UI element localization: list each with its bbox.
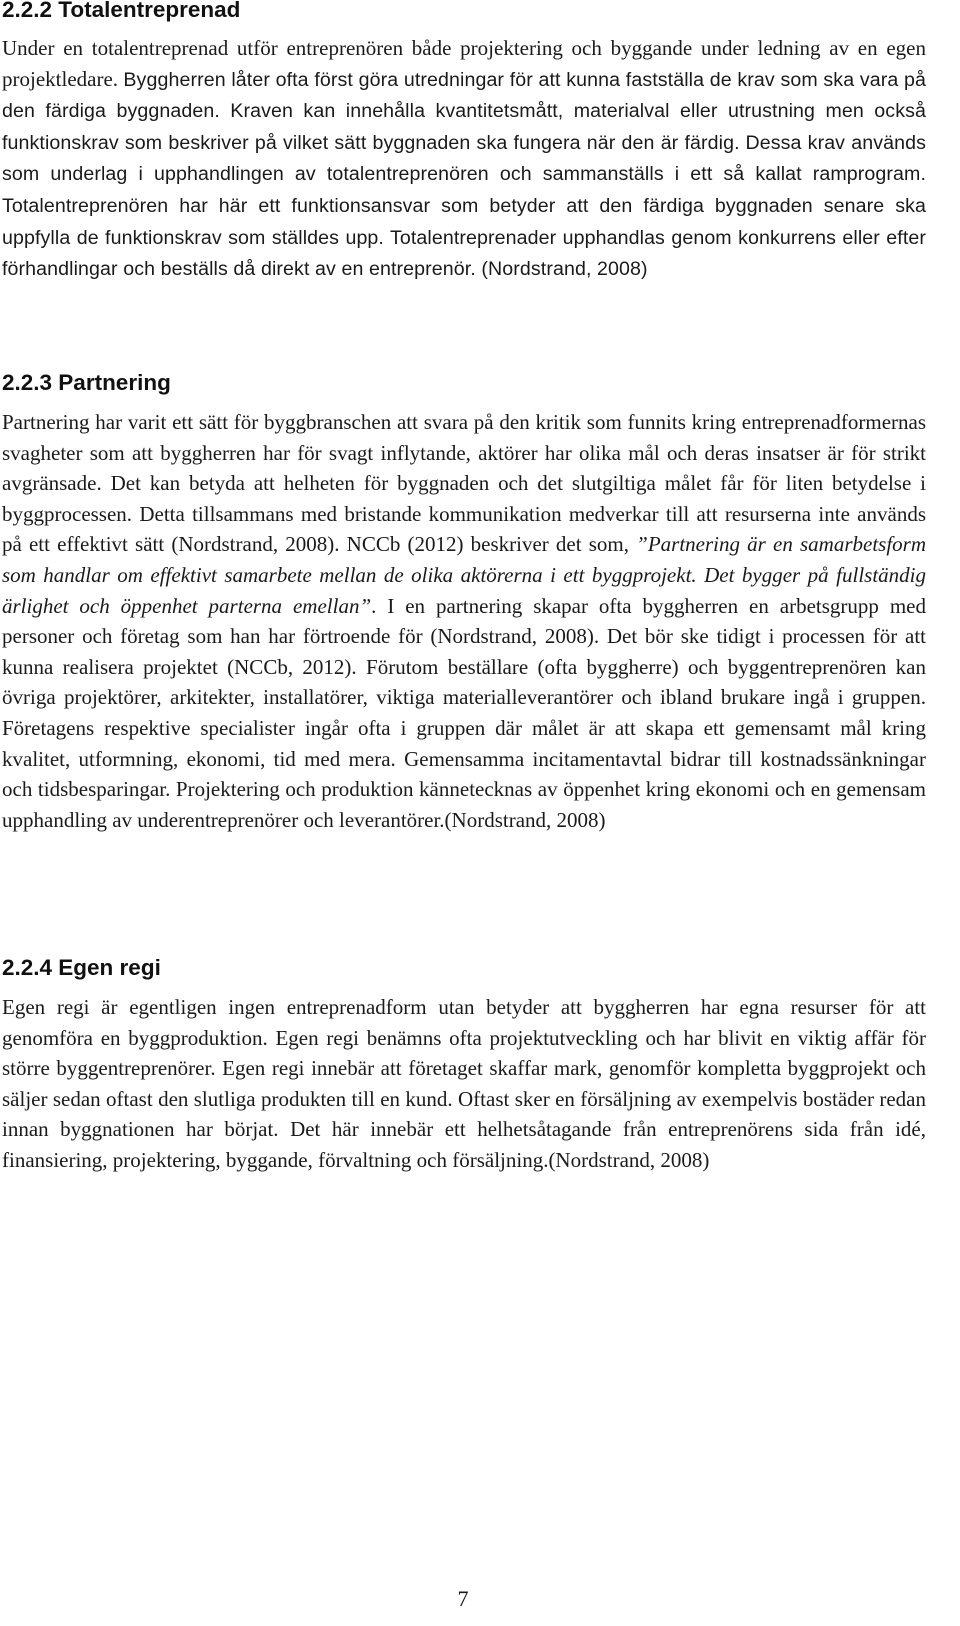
- paragraph-text: Partnering har varit ett sätt för byggbranschen att svara på den kritik som funnits kring entreprenadformernas svagheter som att byggherren har för svagt inflytande, aktörer har olika mål och deras insatser är för strikt avgränsade. Det kan betyda att helheten för byggnaden och det slutgiltiga målet får för liten betydelse i byggprocessen. Detta tillsammans med bristande kommunikation medverkar till att resurserna inte används på ett effektivt sätt (Nordstrand, 2008). NCCb (2012) beskriver det som,: [2, 410, 926, 557]
- paragraph-text-sans-continued: Dessa krav används som underlag i upphandlingen av totalentreprenören och sammanställs i ett så kallat ramprogram. Totalentreprenören har här ett funktionsansvar som betyder att den färdiga byggnaden senare ska uppfylla de funktionskrav som ställdes upp. Totalentreprenader upphandlas genom konkurrens eller efter förhandlingar och beställs då direkt av en entreprenör. (Nordstrand, 2008): [2, 131, 927, 281]
- paragraph-totalentreprenad: [2, 33, 926, 285]
- paragraph-text: Under en totalentreprenad utför entreprenören både projektering och byggande under ledning av en egen projektledare.: [2, 36, 926, 91]
- paragraph-partnering: [2, 407, 926, 835]
- section-heading-totalentreprenad: 2.2.2 Totalentreprenad: [2, 0, 241, 22]
- section-heading-egen-regi: 2.2.4 Egen regi: [2, 955, 161, 980]
- quotation: ”Partnering är en samarbetsform som handlar om effektivt samarbete mellan de olika aktörerna i ett byggprojekt. Det bygger på fullständig ärlighet och öppenhet parterna emellan”: [2, 532, 926, 618]
- section-heading-partnering: 2.2.3 Partnering: [2, 370, 171, 395]
- paragraph-egen-regi: Egen regi är egentligen ingen entreprenadform utan betyder att byggherren har egna resurser för att genomföra en byggproduktion. Egen regi benämns ofta projektutveckling och har blivit en viktig affär för större byggentreprenörer. Egen regi innebär att företaget skaffar mark, genomför kompletta byggprojekt och säljer sedan oftast den slutliga produkten till en kund. Oftast sker en försäljning av exempelvis bostäder redan innan byggnationen har börjat. Det här innebär ett helhetsåtagande från entreprenörens sida från idé, finansiering, projektering, byggande, förvaltning och försäljning.(Nordstrand, 2008): [2, 995, 926, 1172]
- paragraph-text-sans: Byggherren låter ofta först göra utredningar för att kunna fastställa de krav som ska vara på den färdiga byggnaden. Kraven kan innehålla kvantitetsmått, materialval eller utrustning men också funktionskrav som beskriver på vilket sätt byggnaden ska fungera när den är färdig.: [2, 68, 926, 154]
- paragraph-text-continued: . I en partnering skapar ofta byggherren en arbetsgrupp med personer och företag som han har förtroende för (Nordstrand, 2008). Det bör ske tidigt i processen för att kunna realisera projektet (NCCb, 2012). Förutom beställare (ofta byggherre) och byggentreprenören kan övriga projektörer, arkitekter, installatörer, viktiga materialleverantörer och ibland brukare ingå i gruppen. Företagens respektive specialister ingår ofta i gruppen där målet är att skapa ett gemensamt mål kring kvalitet, utformning, ekonomi, tid med mera. Gemensamma incitamentavtal bidrar till kostnadssänkningar och tidsbesparingar. Projektering och produktion kännetecknas av öppenhet kring ekonomi och en gemensam upphandling av underentreprenörer och leverantörer.(Nordstrand, 2008): [2, 593, 926, 832]
- page-number: 7: [457, 1586, 469, 1611]
